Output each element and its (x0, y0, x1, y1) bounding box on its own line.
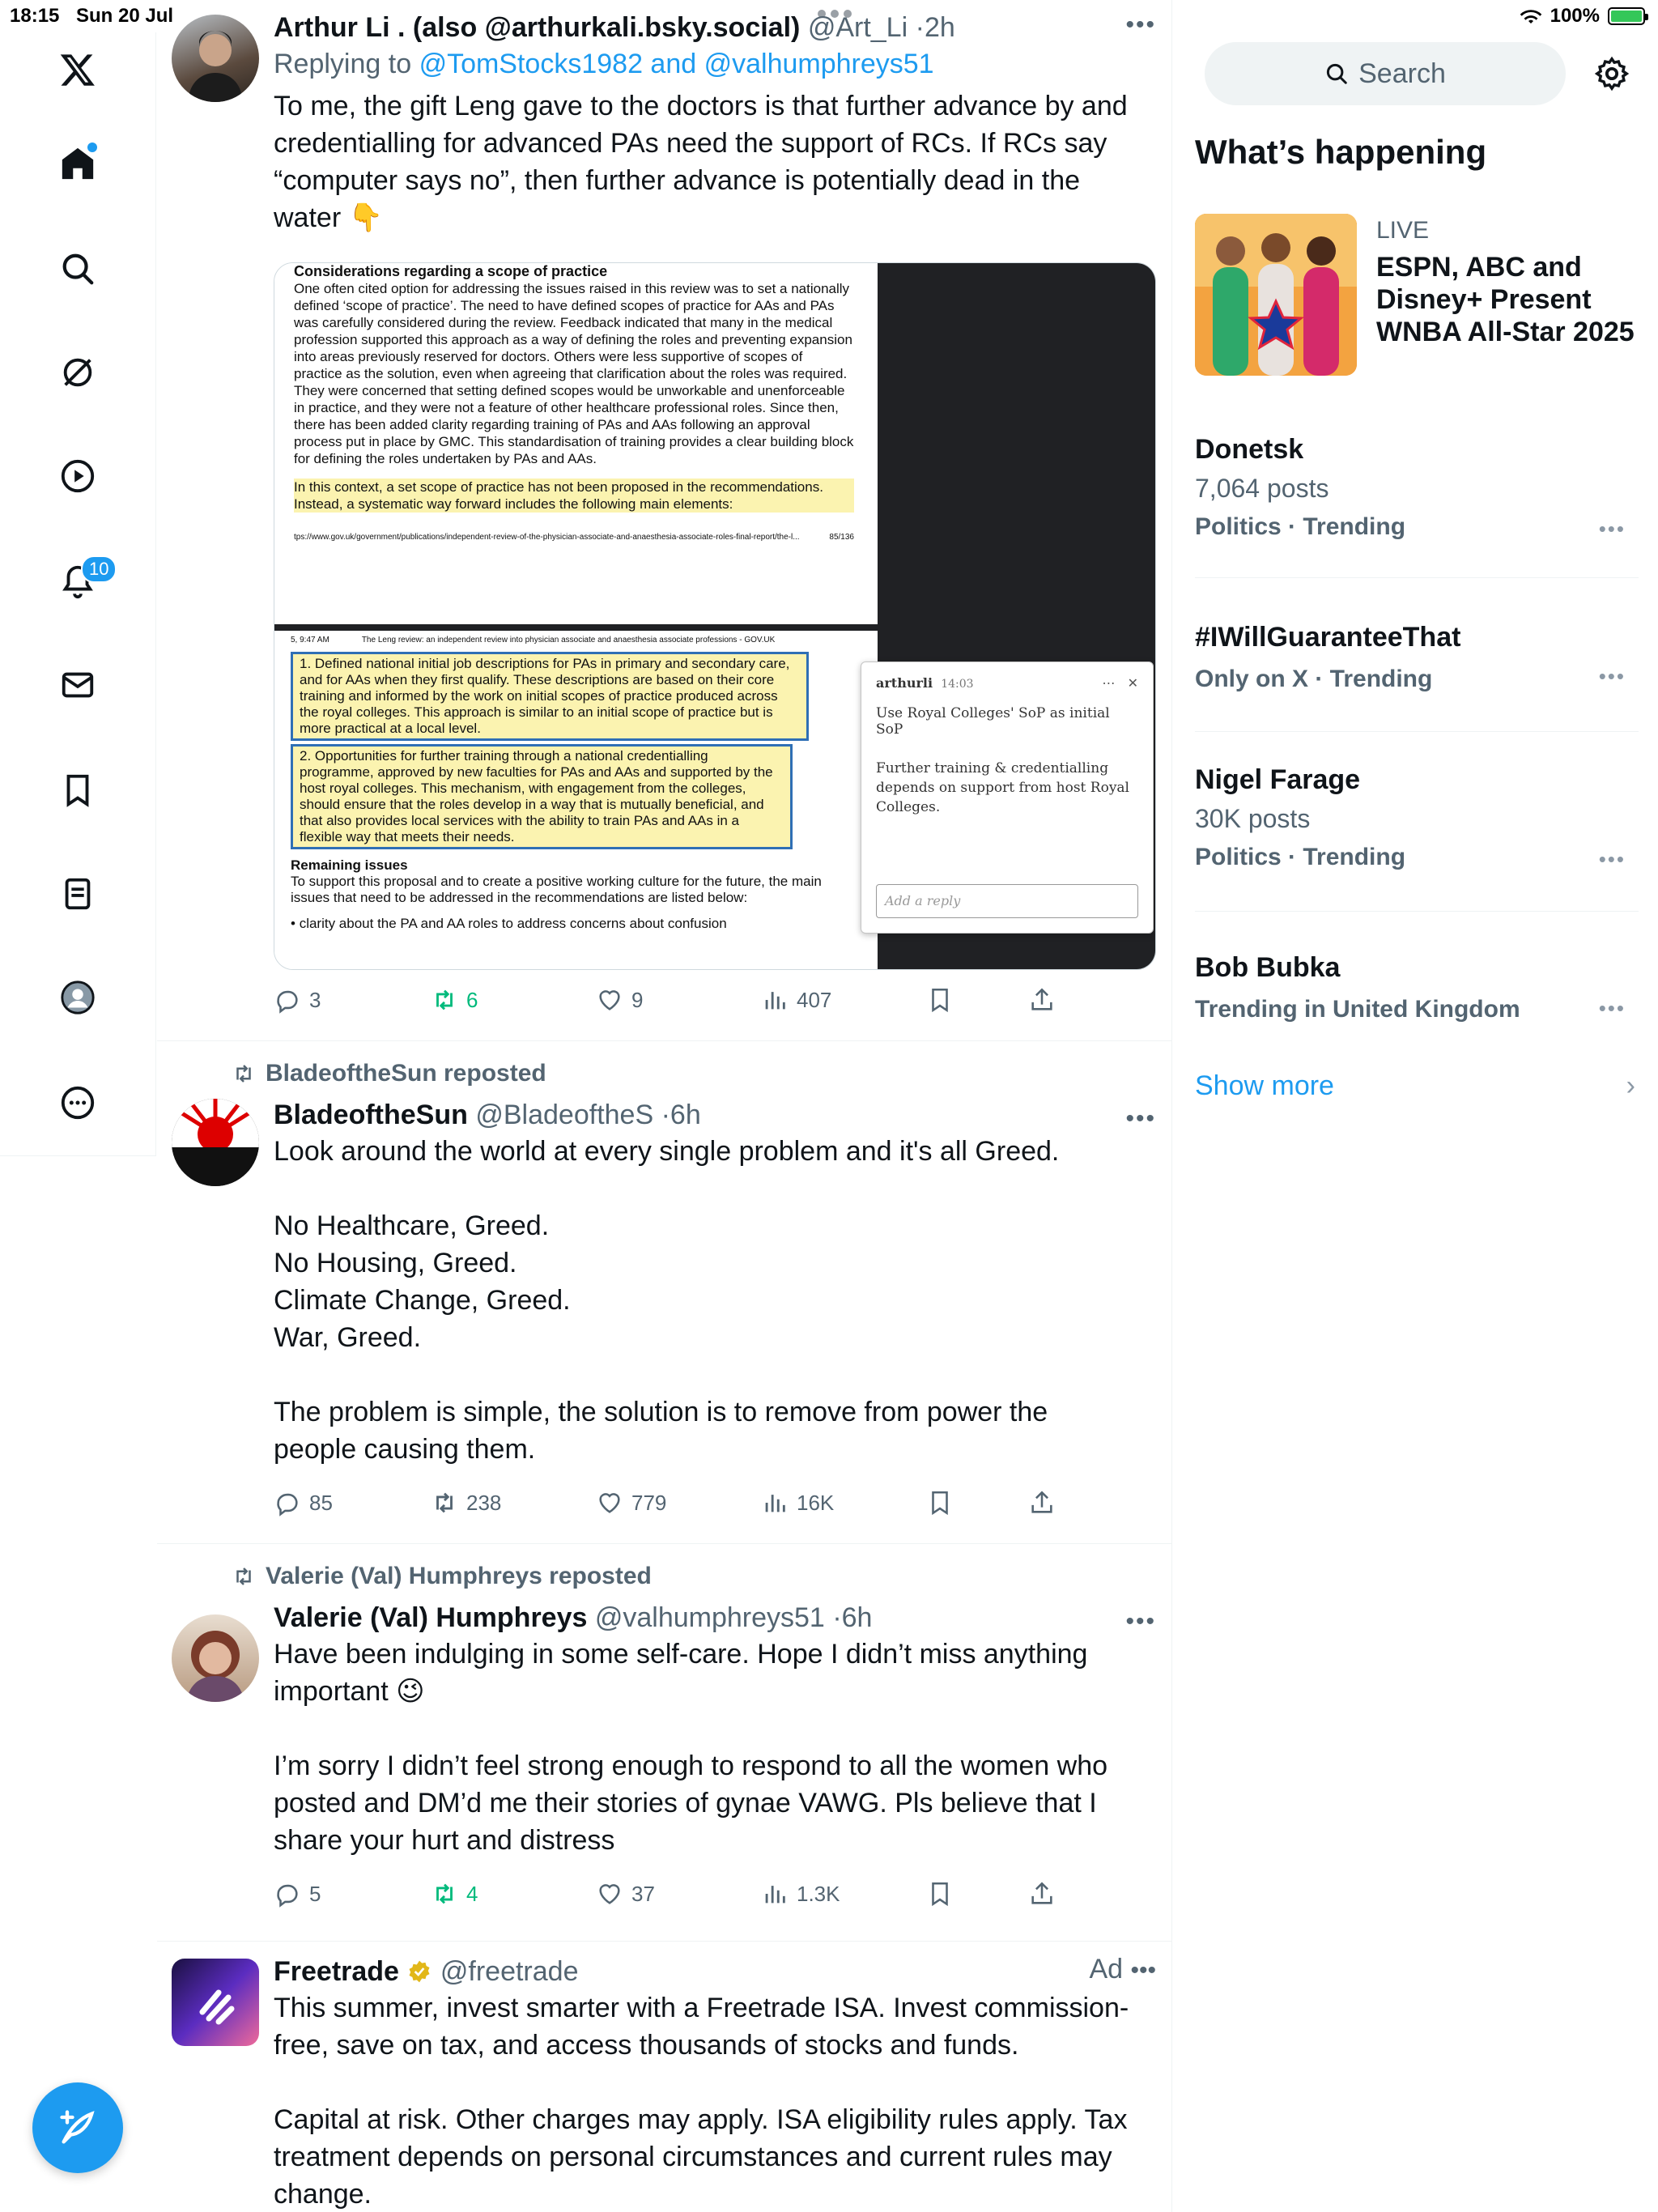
grok-icon[interactable] (53, 348, 102, 397)
display-name[interactable]: Valerie (Val) Humphreys (274, 1602, 588, 1633)
search-input[interactable] (1205, 42, 1566, 105)
doc-header-time: 5, 9:47 AM (291, 636, 329, 644)
more-options-icon[interactable] (53, 1078, 102, 1127)
status-time: 18:15 (10, 5, 60, 27)
more-options-icon[interactable]: ••• (1130, 1957, 1156, 1984)
repost-icon (232, 1564, 256, 1589)
tweet-header: Valerie (Val) Humphreys @valhumphreys51 ·6h (274, 1602, 873, 1633)
tweet-time[interactable]: 6h (841, 1602, 873, 1633)
trend-name: Donetsk (1195, 434, 1304, 465)
trend-name: #IWillGuaranteeThat (1195, 622, 1461, 653)
add-reply-input[interactable]: Add a reply (876, 884, 1138, 918)
lists-icon[interactable] (53, 870, 102, 918)
tweet-header: BladeoftheSun @BladeoftheS ·6h (274, 1100, 701, 1130)
views-button[interactable] (761, 1489, 834, 1516)
live-label: LIVE (1376, 217, 1430, 244)
comment-popup (861, 661, 1154, 934)
live-event-title: ESPN, ABC and Disney+ Present WNBA All-Star 2025 (1376, 252, 1635, 347)
tweet-time[interactable]: 6h (670, 1100, 701, 1130)
reposted-indicator (232, 1060, 546, 1087)
tweet-actions (274, 1489, 1083, 1521)
comment-time: 14:03 (941, 678, 974, 691)
replying-to (274, 45, 1156, 83)
view-count: 1.3K (797, 1881, 840, 1906)
compose-feather-icon (57, 2107, 99, 2149)
repost-button[interactable] (431, 986, 478, 1014)
reply-button[interactable] (274, 986, 321, 1014)
status-date: Sun 20 Jul (76, 5, 174, 27)
bookmark-button[interactable] (926, 1880, 954, 1908)
freetrade-logo[interactable] (172, 1959, 259, 2046)
tweet-text: To me, the gift Leng gave to the doctors is that further advance by and credentialling for advanced PAs need the support of RCs. If RCs say “computer says no”, then further advance is potentially dead in the water 👇 (274, 91, 1136, 233)
close-icon[interactable]: ✕ (1127, 675, 1138, 691)
notifications-bell-icon[interactable] (53, 557, 109, 606)
chevron-right-icon: › (1626, 1070, 1635, 1101)
bookmark-icon (926, 986, 954, 1014)
x-logo-icon[interactable] (53, 45, 102, 94)
views-button[interactable] (761, 1880, 840, 1908)
tweet-media-image[interactable] (274, 262, 1156, 970)
document-page-2 (274, 631, 878, 970)
show-more-link[interactable]: Show more › (1195, 1070, 1635, 1101)
display-name[interactable]: BladeoftheSun (274, 1100, 468, 1130)
heart-icon (596, 986, 623, 1014)
comment-header: arthurli 14:03 ⋯ ✕ (876, 675, 1138, 691)
tweet-body (274, 1954, 1156, 2212)
trend-post-count: 7,064 posts (1195, 474, 1329, 503)
tweet-body (274, 1097, 1156, 1468)
more-options-icon[interactable]: ••• (1598, 664, 1626, 688)
tweet-valerie-humphreys[interactable] (157, 1545, 1172, 1942)
bookmark-icon (926, 1880, 954, 1908)
tweet-actions (274, 986, 1083, 1019)
live-event-image (1195, 214, 1357, 376)
bookmarks-icon[interactable] (53, 766, 102, 815)
like-count: 37 (631, 1881, 655, 1906)
more-options-icon[interactable]: ••• (1598, 517, 1626, 541)
tweet-header: Arthur Li . (also @arthurkali.bsky.social) @Art_Li ·2h (274, 12, 955, 43)
notifications-badge: 10 (81, 555, 117, 583)
user-handle[interactable]: @freetrade (440, 1956, 579, 1987)
battery-percent: 100% (1550, 5, 1600, 27)
reply-prefix: Replying to (274, 49, 412, 79)
trend-item[interactable] (1195, 612, 1639, 732)
view-count: 16K (797, 1490, 835, 1515)
reply-count: 3 (309, 987, 321, 1012)
tweet-text: This summer, invest smarter with a Freetrade ISA. Invest commission-free, save on tax, and access thousands of stocks and funds. Capital at risk. Other charges may apply. ISA eligibility rules apply. Tax treatment depends on personal circumstances and current rules may change. (274, 1993, 1129, 2210)
trend-category: Politics · Trending (1195, 513, 1406, 540)
repost-button[interactable] (431, 1880, 478, 1908)
heart-icon (596, 1489, 623, 1516)
like-count: 9 (631, 987, 644, 1012)
right-sidebar (1172, 32, 1658, 2212)
repost-icon (232, 1061, 256, 1086)
avatar[interactable] (172, 1614, 259, 1702)
reposted-indicator (232, 1563, 652, 1590)
reply-handles-link[interactable]: @TomStocks1982 and @valhumphreys51 (419, 49, 934, 79)
tweet-freetrade-ad[interactable] (157, 1942, 1172, 2212)
tweet-time[interactable]: 2h (924, 12, 955, 43)
views-button[interactable] (761, 986, 831, 1014)
display-name[interactable]: Freetrade (274, 1956, 399, 1987)
comment-author: arthurli (876, 675, 933, 691)
status-right (1520, 5, 1645, 28)
doc-footer (294, 529, 854, 546)
doc-paragraph: One often cited option for addressing the issues raised in this review was to set a nationally defined ‘scope of practice’. The need to have defined scopes of practice for AAs and PAs was carefully considered during the review. Feedback indicated that many in the medical profession supported this approach as a way of defining the roles and preventing expansion into areas previously reserved for doctors. Others were less supportive of scopes of practice as the solution, even when agreeing that clarification about the roles was required. They were concerned that setting defined scopes would be unworkable and unenforceable in practice, and they were not a feature of other healthcare professional roles. Since then, there has been added clarity regarding training of PAs and AAs following an approval process put in place by GMC. This standardisation of training provides a clear building block for defining the roles undertaken by PAs and AAs. (294, 281, 854, 466)
repost-count: 238 (466, 1490, 502, 1515)
repost-count: 6 (466, 987, 478, 1012)
share-icon (1028, 1489, 1056, 1516)
doc-item-1: 1. Defined national initial job descriptions for PAs in primary and secondary care, and for AAs when they first qualify. These descriptions are based on their core training and informed by the work on initial scopes of practice produced across the royal colleges. This approach is similar to an initial scope of practice but is more practical at a local level. (291, 652, 809, 741)
trend-item[interactable] (1195, 421, 1639, 578)
trend-post-count: 30K posts (1195, 804, 1311, 833)
reply-button[interactable] (274, 1489, 333, 1516)
reposted-by[interactable]: BladeoftheSun reposted (266, 1060, 546, 1087)
reply-icon (274, 1880, 301, 1908)
trend-name: Bob Bubka (1195, 952, 1341, 983)
doc-header-title: The Leng review: an independent review into physician associate and anaesthesia associate professions - GOV.UK (361, 636, 776, 644)
home-icon[interactable] (53, 139, 102, 188)
doc-heading-2: Remaining issues (291, 857, 408, 873)
doc-paragraph-3: To support this proposal and to create a positive working culture for the future, the main issues that need to be addressed in the recommendations are listed below: (291, 874, 822, 905)
more-options-icon[interactable]: ••• (1125, 1105, 1156, 1132)
trend-item[interactable] (1195, 756, 1639, 912)
share-icon (1028, 986, 1056, 1014)
reply-button[interactable] (274, 1880, 321, 1908)
reply-count: 85 (309, 1490, 333, 1515)
doc-bullet: • clarity about the PA and AA roles to address concerns about confusion (291, 916, 727, 931)
like-button[interactable] (596, 986, 643, 1014)
document-page-1 (274, 263, 874, 619)
live-event-card[interactable] (1195, 214, 1648, 376)
ad-label: Ad ••• (1089, 1954, 1156, 1984)
heart-icon (596, 1880, 623, 1908)
views-chart-icon (761, 1489, 789, 1516)
share-icon (1028, 1880, 1056, 1908)
repost-icon (431, 986, 458, 1014)
search-placeholder: Search (1358, 57, 1446, 89)
more-options-icon[interactable]: ••• (1598, 996, 1626, 1020)
trend-name: Nigel Farage (1195, 764, 1361, 795)
page-separator (274, 624, 878, 631)
tweet-body (274, 10, 1156, 236)
avatar[interactable] (172, 15, 259, 102)
battery-icon (1608, 7, 1645, 25)
more-options-icon[interactable]: ••• (1598, 847, 1626, 871)
trend-category: Trending in United Kingdom (1195, 996, 1520, 1023)
explore-search-icon[interactable] (53, 245, 102, 293)
verified-badge-icon (406, 1959, 432, 1984)
tweet-text: Have been indulging in some self-care. Hope I didn’t miss anything important 😉 I’m sorry I didn’t feel strong enough to respond to all the women who posted and DM’d me their stories of gynae VAWG. Pls believe that I share your hurt and distress (274, 1639, 1108, 1856)
left-navigation (0, 32, 156, 1156)
share-button[interactable] (1028, 1880, 1056, 1908)
more-options-icon[interactable]: ••• (1125, 1608, 1156, 1635)
views-chart-icon (761, 1880, 789, 1908)
repost-button[interactable] (431, 1489, 501, 1516)
like-count: 779 (631, 1490, 667, 1515)
share-button[interactable] (1028, 986, 1056, 1014)
user-handle[interactable]: @Art_Li (807, 12, 908, 43)
whats-happening-title: What’s happening (1195, 133, 1487, 171)
tweet-body (274, 1600, 1156, 1859)
messages-envelope-icon[interactable] (53, 661, 102, 709)
timeline (157, 0, 1172, 2212)
like-button[interactable] (596, 1489, 666, 1516)
profile-icon[interactable] (53, 973, 102, 1022)
user-handle[interactable]: @BladeoftheS (475, 1100, 654, 1130)
trend-category: Politics · Trending (1195, 844, 1406, 870)
views-chart-icon (761, 986, 789, 1014)
repost-count: 4 (466, 1881, 478, 1906)
doc-header (291, 632, 861, 649)
wifi-icon (1520, 7, 1542, 25)
avatar[interactable] (172, 1099, 259, 1186)
reply-count: 5 (309, 1881, 321, 1906)
more-options-icon[interactable]: ••• (1125, 11, 1156, 38)
repost-icon (431, 1880, 458, 1908)
view-count: 407 (797, 987, 832, 1012)
comment-line-1: Use Royal Colleges' SoP as initial SoP (876, 705, 1110, 738)
comment-line-2: Further training & credentialling depends on support from host Royal Colleges. (876, 760, 1129, 815)
bookmark-icon (926, 1489, 954, 1516)
search-icon (1324, 62, 1349, 86)
doc-url: tps://www.gov.uk/government/publications/independent-review-of-the-physician-associate-and-anaesthesia-associate-roles-final-report/the-l... (294, 533, 800, 542)
reply-icon (274, 986, 301, 1014)
share-button[interactable] (1028, 1489, 1056, 1516)
tweet-bladeofthesun[interactable] (157, 1042, 1172, 1544)
compose-post-button[interactable] (32, 2082, 123, 2173)
doc-heading: Considerations regarding a scope of practice (294, 263, 608, 279)
video-icon[interactable] (53, 452, 102, 500)
repost-icon (431, 1489, 458, 1516)
trend-item[interactable] (1195, 944, 1639, 1025)
user-handle[interactable]: @valhumphreys51 (594, 1602, 825, 1633)
tweet-header (274, 1954, 1156, 1989)
like-button[interactable] (596, 1880, 655, 1908)
bookmark-button[interactable] (926, 1489, 954, 1516)
doc-page-number: 85/136 (829, 533, 854, 542)
reposted-by[interactable]: Valerie (Val) Humphreys reposted (266, 1563, 652, 1589)
trend-category: Only on X · Trending (1195, 666, 1433, 692)
home-unread-dot (87, 143, 97, 152)
tweet-actions (274, 1880, 1083, 1912)
doc-highlighted-paragraph: In this context, a set scope of practice has not been proposed in the recommendations. Instead, a systematic way forward includes the following main elements: (294, 479, 854, 513)
tweet-text: Look around the world at every single problem and it's all Greed. No Healthcare, Greed. No Housing, Greed. Climate Change, Greed. War, Greed. The problem is simple, the solution is to remove from power the people causing them. (274, 1136, 1060, 1465)
reply-icon (274, 1489, 301, 1516)
doc-item-2: 2. Opportunities for further training through a national credentialling programme, approved by new faculties for PAs and AAs and supported by the host royal colleges. This mechanism, with engagement from the colleges, should ensure that the roles develop in a way that is mutually beneficial, and that also provides local services with the ability to train PAs and AAs in a flexible way that meets their needs. (291, 744, 793, 849)
bookmark-button[interactable] (926, 986, 954, 1014)
display-name[interactable]: Arthur Li . (also @arthurkali.bsky.social) (274, 12, 801, 43)
tweet-arthur-li[interactable] (157, 0, 1172, 1041)
settings-gear-icon[interactable] (1593, 55, 1630, 92)
